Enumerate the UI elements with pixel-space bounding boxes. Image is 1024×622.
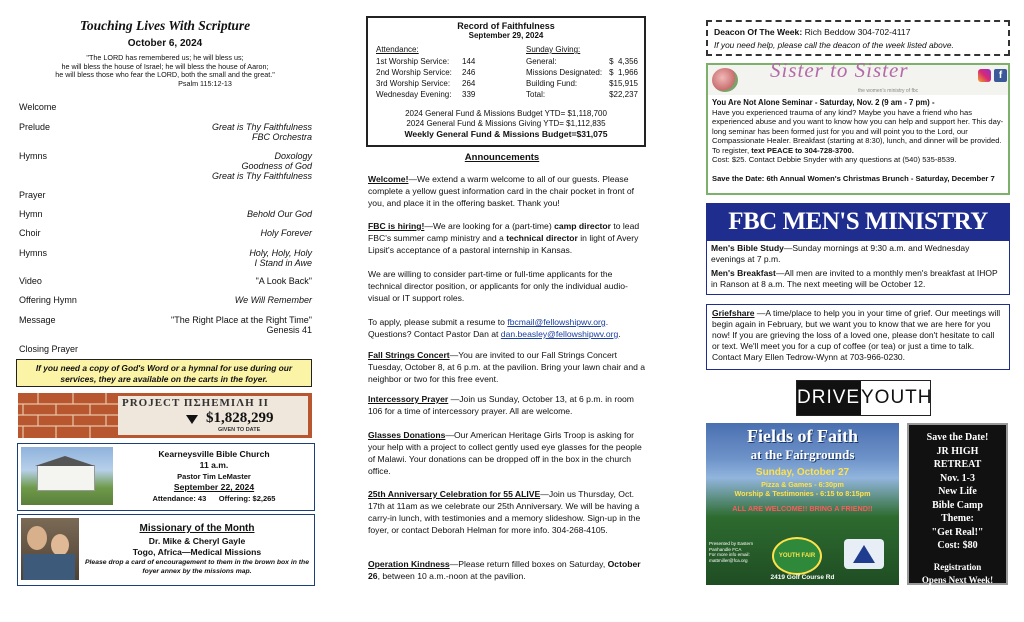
- kearneysville-time: 11 a.m.: [199, 460, 229, 470]
- announcement-text: —We extend a warm welcome to all of our guests. Please complete a yellow guest information card in the chair pocket in front of you, and place it in the offering basket. Thank you!: [368, 174, 635, 208]
- sister-to-sister-banner: [708, 58, 1008, 95]
- brunch-save-the-date: Save the Date: 6th Annual Women's Christmas Brunch - Saturday, December 7: [712, 173, 995, 183]
- service-detail: Behold Our God: [246, 209, 312, 219]
- sister-to-sister-title: Sister to Sister: [770, 58, 909, 82]
- retreat-line: Save the Date!: [926, 432, 989, 443]
- budget-ytd: 2024 General Fund & Missions Budget YTD= $1,118,700: [405, 109, 607, 118]
- mens-breakfast-text: —All men are invited to a monthly men's breakfast at IHOP in Ranson at 8 a.m. The next meeting will be October 12.: [711, 268, 998, 289]
- deacon-label: Deacon Of The Week:: [714, 27, 803, 37]
- fof-address: 2419 Golf Course Rd: [770, 574, 835, 581]
- fof-presented-by: Presented by Eastern Panhandle FCA: [709, 541, 754, 552]
- kearneysville-info: [118, 449, 310, 504]
- service-date: October 6, 2024: [127, 38, 203, 49]
- seminar-cost: Cost: $25. Contact Debbie Snyder with any questions at (540) 535-8539.: [712, 155, 957, 164]
- announcement-text: to lead FBC's summer camp ministry and a: [368, 221, 640, 243]
- announcement-text: To apply, please submit a resume to: [368, 317, 508, 327]
- announcement-operation-kindness: [368, 558, 648, 582]
- attendance-row: [376, 56, 486, 67]
- record-title: Record of Faithfulness: [457, 21, 555, 31]
- instagram-icon[interactable]: [978, 69, 991, 82]
- attendance-row-label: Wednesday Evening:: [376, 90, 452, 99]
- record-date: September 29, 2024: [468, 31, 544, 40]
- giving-label: Sunday Giving:: [526, 45, 581, 54]
- giving-row: [526, 56, 638, 67]
- announcement-heading: Operation Kindness: [368, 559, 450, 569]
- griefshare-box: [706, 304, 1010, 370]
- bible-hymnal-notice: If you need a copy of God's Word or a hymnal for use during our services, they are available on the carts in the foyer.: [16, 359, 312, 387]
- record-header: [368, 21, 644, 41]
- giving-row: [526, 67, 638, 78]
- service-detail: Great is Thy Faithfulness FBC Orchestra: [211, 122, 312, 142]
- sister-to-sister-text: [712, 98, 1008, 183]
- attendance-label: Attendance:: [376, 45, 419, 54]
- giving-ytd: 2024 General Fund & Missions Giving YTD= $1,112,835: [406, 119, 606, 128]
- retreat-line: "Get Real!": [931, 526, 984, 538]
- flower-icon: [712, 68, 738, 92]
- fof-contact: For more info email: mattmiller@fca.org: [709, 552, 750, 563]
- announcement-heading: Welcome!: [368, 174, 409, 184]
- scripture-verse: [0, 54, 330, 88]
- attendance-row-value: 339: [462, 90, 476, 99]
- mens-bible-study-text: —Sunday mornings at 9:30 a.m. and Wednesday evenings at 7 p.m.: [711, 243, 970, 264]
- verse-line: "The LORD has remembered us; he will bless us;: [86, 53, 244, 62]
- driven-youth-logo: [796, 380, 931, 416]
- service-detail: We Will Remember: [234, 295, 312, 305]
- announcement-hiring: [368, 220, 648, 340]
- project-name: PROJECT ΠΣΗΕΜΙΛΗ II: [122, 397, 269, 409]
- announcement-text: We are willing to consider part-time or full-time applicants for the technical director position, or applicants for only the individual audio-visual or IT support roles.: [368, 269, 628, 303]
- retreat-line: Cost: $80: [937, 540, 978, 551]
- attendance-row-value: 246: [462, 68, 476, 77]
- announcements-column: [352, 0, 652, 622]
- budget-summary: [368, 109, 644, 139]
- missionary-place: Togo, Africa—Medical Missions: [132, 547, 262, 557]
- kearneysville-pastor: Pastor Tim LeMaster: [177, 472, 251, 481]
- kearneysville-attendance: Attendance: 43: [152, 494, 207, 503]
- order-of-worship-column: [0, 0, 330, 622]
- deacon-name: Rich Beddow 304-702-4117: [804, 27, 911, 37]
- missionary-title: Missionary of the Month: [139, 523, 255, 534]
- seminar-text-registration: text PEACE to 304-728-3700.: [751, 145, 854, 155]
- giving-row-value: $15,915: [609, 79, 638, 88]
- fof-credits: [709, 541, 761, 563]
- announcements-title: Announcements: [464, 152, 540, 163]
- announcement-heading: Fall Strings Concert: [368, 350, 450, 360]
- page-heading: Touching Lives With Scripture: [79, 18, 251, 33]
- verse-reference: Psalm 115:12-13: [178, 78, 232, 88]
- announcement-55-alive: [368, 488, 648, 536]
- giving-row-label: Building Fund:: [526, 79, 578, 88]
- announcement-emphasis: camp director: [554, 221, 611, 231]
- verse-line: he will bless the house of Israel; he will bless the house of Aaron;: [61, 61, 269, 71]
- service-detail: Doxology Goodness of God Great is Thy Faithfulness: [211, 151, 312, 181]
- service-label: Choir: [19, 228, 41, 238]
- project-caption: GIVEN TO DATE: [218, 427, 261, 433]
- fof-pizza: Pizza & Games - 6:30pm: [761, 480, 844, 489]
- service-label: Hymn: [19, 209, 43, 219]
- retreat-line: Registration: [933, 561, 982, 572]
- announcement-heading: Intercessory Prayer: [368, 394, 449, 404]
- youth-word: YOUTH: [861, 387, 933, 408]
- announcement-text: —You are invited to our Fall Strings Concert Tuesday, October 8, at 6 p.m. at the pavilion. Bring your lawn chair and a neighbor or two for this free event.: [368, 350, 646, 384]
- retreat-spacer: [909, 553, 1006, 561]
- announcement-intercessory-prayer: [368, 393, 648, 417]
- fields-of-faith-flyer: [706, 423, 899, 585]
- announcement-text: —Join us Thursday, Oct. 17th at 11am as we celebrate our 25th Anniversary. We will be having a carry-in lunch, with testimonies and a memory slideshow. Sign-up in the foyer, or contact Deborah Helman for more info. 304-268-4105.: [368, 489, 641, 535]
- service-detail: "The Right Place at the Right Time" Genesis 41: [171, 315, 312, 335]
- announcement-welcome: [368, 173, 648, 209]
- announcement-heading: FBC is hiring!: [368, 221, 425, 231]
- giving-row-value: $22,237: [609, 90, 638, 99]
- missionary-info: [84, 523, 310, 576]
- announcement-emphasis: technical director: [506, 233, 578, 243]
- service-label: Closing Prayer: [19, 344, 79, 354]
- jr-high-retreat-flyer: [907, 423, 1008, 585]
- fof-title: Fields of Faith: [747, 426, 858, 446]
- announcement-text: in light of Avery Lipsit's acceptance of a pastoral internship in Kansas.: [368, 233, 639, 255]
- sister-to-sister-subtitle: the women's ministry of fbc: [858, 88, 919, 94]
- service-label: Prayer: [19, 190, 46, 200]
- weekly-budget: Weekly General Fund & Missions Budget=$31,075: [404, 129, 608, 139]
- church-building: [37, 465, 95, 491]
- record-of-faithfulness: [366, 16, 646, 147]
- seminar-body: Have you experienced trauma of any kind? Maybe you have a friend who has experienced abuse and you want to know how you can help and support her. This day-long seminar has been formed just for you and will point you to the Lord, our Compassionate Healer. Breakfast (starting at 8:30), lunch, and dinner will be provided. To register,: [712, 107, 1004, 155]
- attendance-row-label: 3rd Worship Service:: [376, 79, 451, 88]
- attendance-row: [376, 67, 486, 78]
- project-amount: $1,828,299: [206, 410, 274, 426]
- ministries-column: [700, 0, 1024, 622]
- griefshare-text: —A time/place to help you in your time of grief. Our meetings will begin again in February, but we want you to know that we are here for you now! If you are grieving the loss of a loved one, please don't hesitate to call or text. We'll meet you for a cup of coffee (or tea) or just a time to talk. Contact Mary Ellen Tedrow-Wynn at 703-966-0230.: [712, 308, 1001, 362]
- service-label: Hymns: [19, 151, 48, 161]
- retreat-line: JR HIGH: [936, 445, 979, 457]
- fca-logo: [844, 539, 884, 569]
- service-label: Hymns: [19, 248, 48, 258]
- announcement-text: .: [618, 329, 621, 339]
- giving-row-label: General:: [526, 57, 557, 66]
- church-roof: [35, 456, 95, 466]
- missionary-face: [51, 534, 69, 556]
- retreat-line: Opens Next Week!: [921, 575, 994, 585]
- attendance-row-value: 144: [462, 57, 476, 66]
- announcement-glasses: [368, 429, 648, 477]
- announcement-heading: 25th Anniversary Celebration for 55 ALIVE: [368, 489, 541, 499]
- giving-row-value: $ 4,356: [609, 57, 638, 66]
- retreat-line: Theme:: [941, 513, 974, 524]
- retreat-line: RETREAT: [933, 459, 982, 470]
- giving-row: [526, 78, 638, 89]
- retreat-line: Bible Camp: [932, 499, 983, 511]
- attendance-row: [376, 89, 486, 100]
- missionary-note: Please drop a card of encouragement to them in the brown box in the foyer annex by the missions map.: [85, 559, 309, 575]
- youth-fair-badge: YOUTH FAIR: [772, 537, 822, 575]
- deacon-of-the-week: [706, 20, 1010, 56]
- seminar-heading: You Are Not Alone Seminar - Saturday, Nov. 2 (9 am - 7 pm) -: [712, 98, 935, 107]
- announcement-text: —Please return filled boxes on Saturday,: [449, 559, 608, 569]
- fbcmail-email-link[interactable]: fbcmail@fellowshipwv.org: [507, 317, 606, 327]
- fof-subtitle: at the Fairgrounds: [750, 447, 855, 462]
- missionary-photo: [21, 518, 79, 580]
- attendance-row: [376, 78, 486, 89]
- missionary-face: [27, 526, 47, 550]
- announcement-text: . Questions? Contact Pastor Dan at: [368, 317, 609, 339]
- fca-triangle-icon: [853, 545, 875, 563]
- giving-row: [526, 89, 638, 100]
- announcement-text: —Our American Heritage Girls Troop is asking for your help with a project to collect gently used eye glasses for the people of Malawi. Your donations can be dropped off in the box in the church office.: [368, 430, 642, 476]
- attendance-row-label: 1st Worship Service:: [376, 57, 450, 66]
- facebook-icon[interactable]: f: [994, 69, 1007, 82]
- service-label: Message: [19, 315, 56, 325]
- kearneysville-offering: Offering: $2,265: [218, 494, 276, 503]
- announcement-emphasis: October 26: [368, 559, 641, 581]
- giving-list: [526, 56, 638, 100]
- mens-ministry-title: FBC MEN'S MINISTRY: [706, 203, 1010, 240]
- retreat-line: New Life: [938, 486, 977, 497]
- attendance-row-label: 2nd Worship Service:: [376, 68, 452, 77]
- deacon-note: If you need help, please call the deacon of the week listed above.: [714, 40, 954, 50]
- service-detail: "A Look Back": [255, 276, 312, 286]
- pastor-dan-email-link[interactable]: dan.beasley@fellowshipwv.org: [500, 329, 619, 339]
- church-photo: [21, 447, 113, 505]
- announcement-text: , between 10 a.m.-noon at the pavilion.: [377, 571, 526, 581]
- missionary-clothing: [23, 554, 75, 580]
- fof-welcome: ALL ARE WELCOME!! BRING A FRIEND!!: [732, 504, 873, 513]
- announcement-heading: Glasses Donations: [368, 430, 446, 440]
- announcement-text: —We are looking for a (part-time): [424, 221, 555, 231]
- project-banner: [18, 393, 312, 438]
- service-detail: Holy Forever: [260, 228, 312, 238]
- griefshare-heading: Griefshare: [712, 308, 755, 318]
- giving-row-label: Total:: [526, 90, 546, 99]
- missionary-names: Dr. Mike & Cheryl Gayle: [148, 536, 246, 546]
- fof-worship: Worship & Testimonies - 6:15 to 8:15pm: [734, 489, 871, 498]
- attendance-list: [376, 56, 486, 100]
- verse-line: he will bless those who fear the LORD, both the small and the great.": [55, 70, 275, 80]
- service-label: Welcome: [19, 102, 57, 112]
- service-label: Offering Hymn: [19, 295, 77, 305]
- mens-ministry-body: [706, 240, 1010, 295]
- kearneysville-box: [17, 443, 315, 511]
- mens-bible-study-heading: Men's Bible Study: [711, 243, 784, 253]
- service-label: Video: [19, 276, 42, 286]
- sister-to-sister-box: [706, 58, 1010, 195]
- giving-row-value: $ 1,966: [609, 68, 638, 77]
- mens-breakfast-heading: Men's Breakfast: [711, 268, 776, 278]
- service-label: Prelude: [19, 122, 51, 132]
- service-detail: Holy, Holy, Holy I Stand in Awe: [249, 248, 312, 268]
- announcement-text: —Join us Sunday, October 13, at 6 p.m. in room 106 for a time of intercessory prayer. All are welcome.: [368, 394, 634, 416]
- fof-date: Sunday, October 27: [755, 467, 850, 478]
- giving-row-label: Missions Designated:: [526, 68, 603, 77]
- driven-word: DRIVEN: [797, 381, 861, 415]
- retreat-line: Nov. 1-3: [940, 472, 975, 484]
- attendance-row-value: 264: [462, 79, 476, 88]
- down-arrow-icon: [186, 415, 198, 424]
- missionary-box: [17, 514, 315, 586]
- kearneysville-title: Kearneysville Bible Church: [158, 449, 270, 459]
- announcement-strings-concert: [368, 349, 648, 385]
- kearneysville-date: September 22, 2024: [173, 482, 255, 492]
